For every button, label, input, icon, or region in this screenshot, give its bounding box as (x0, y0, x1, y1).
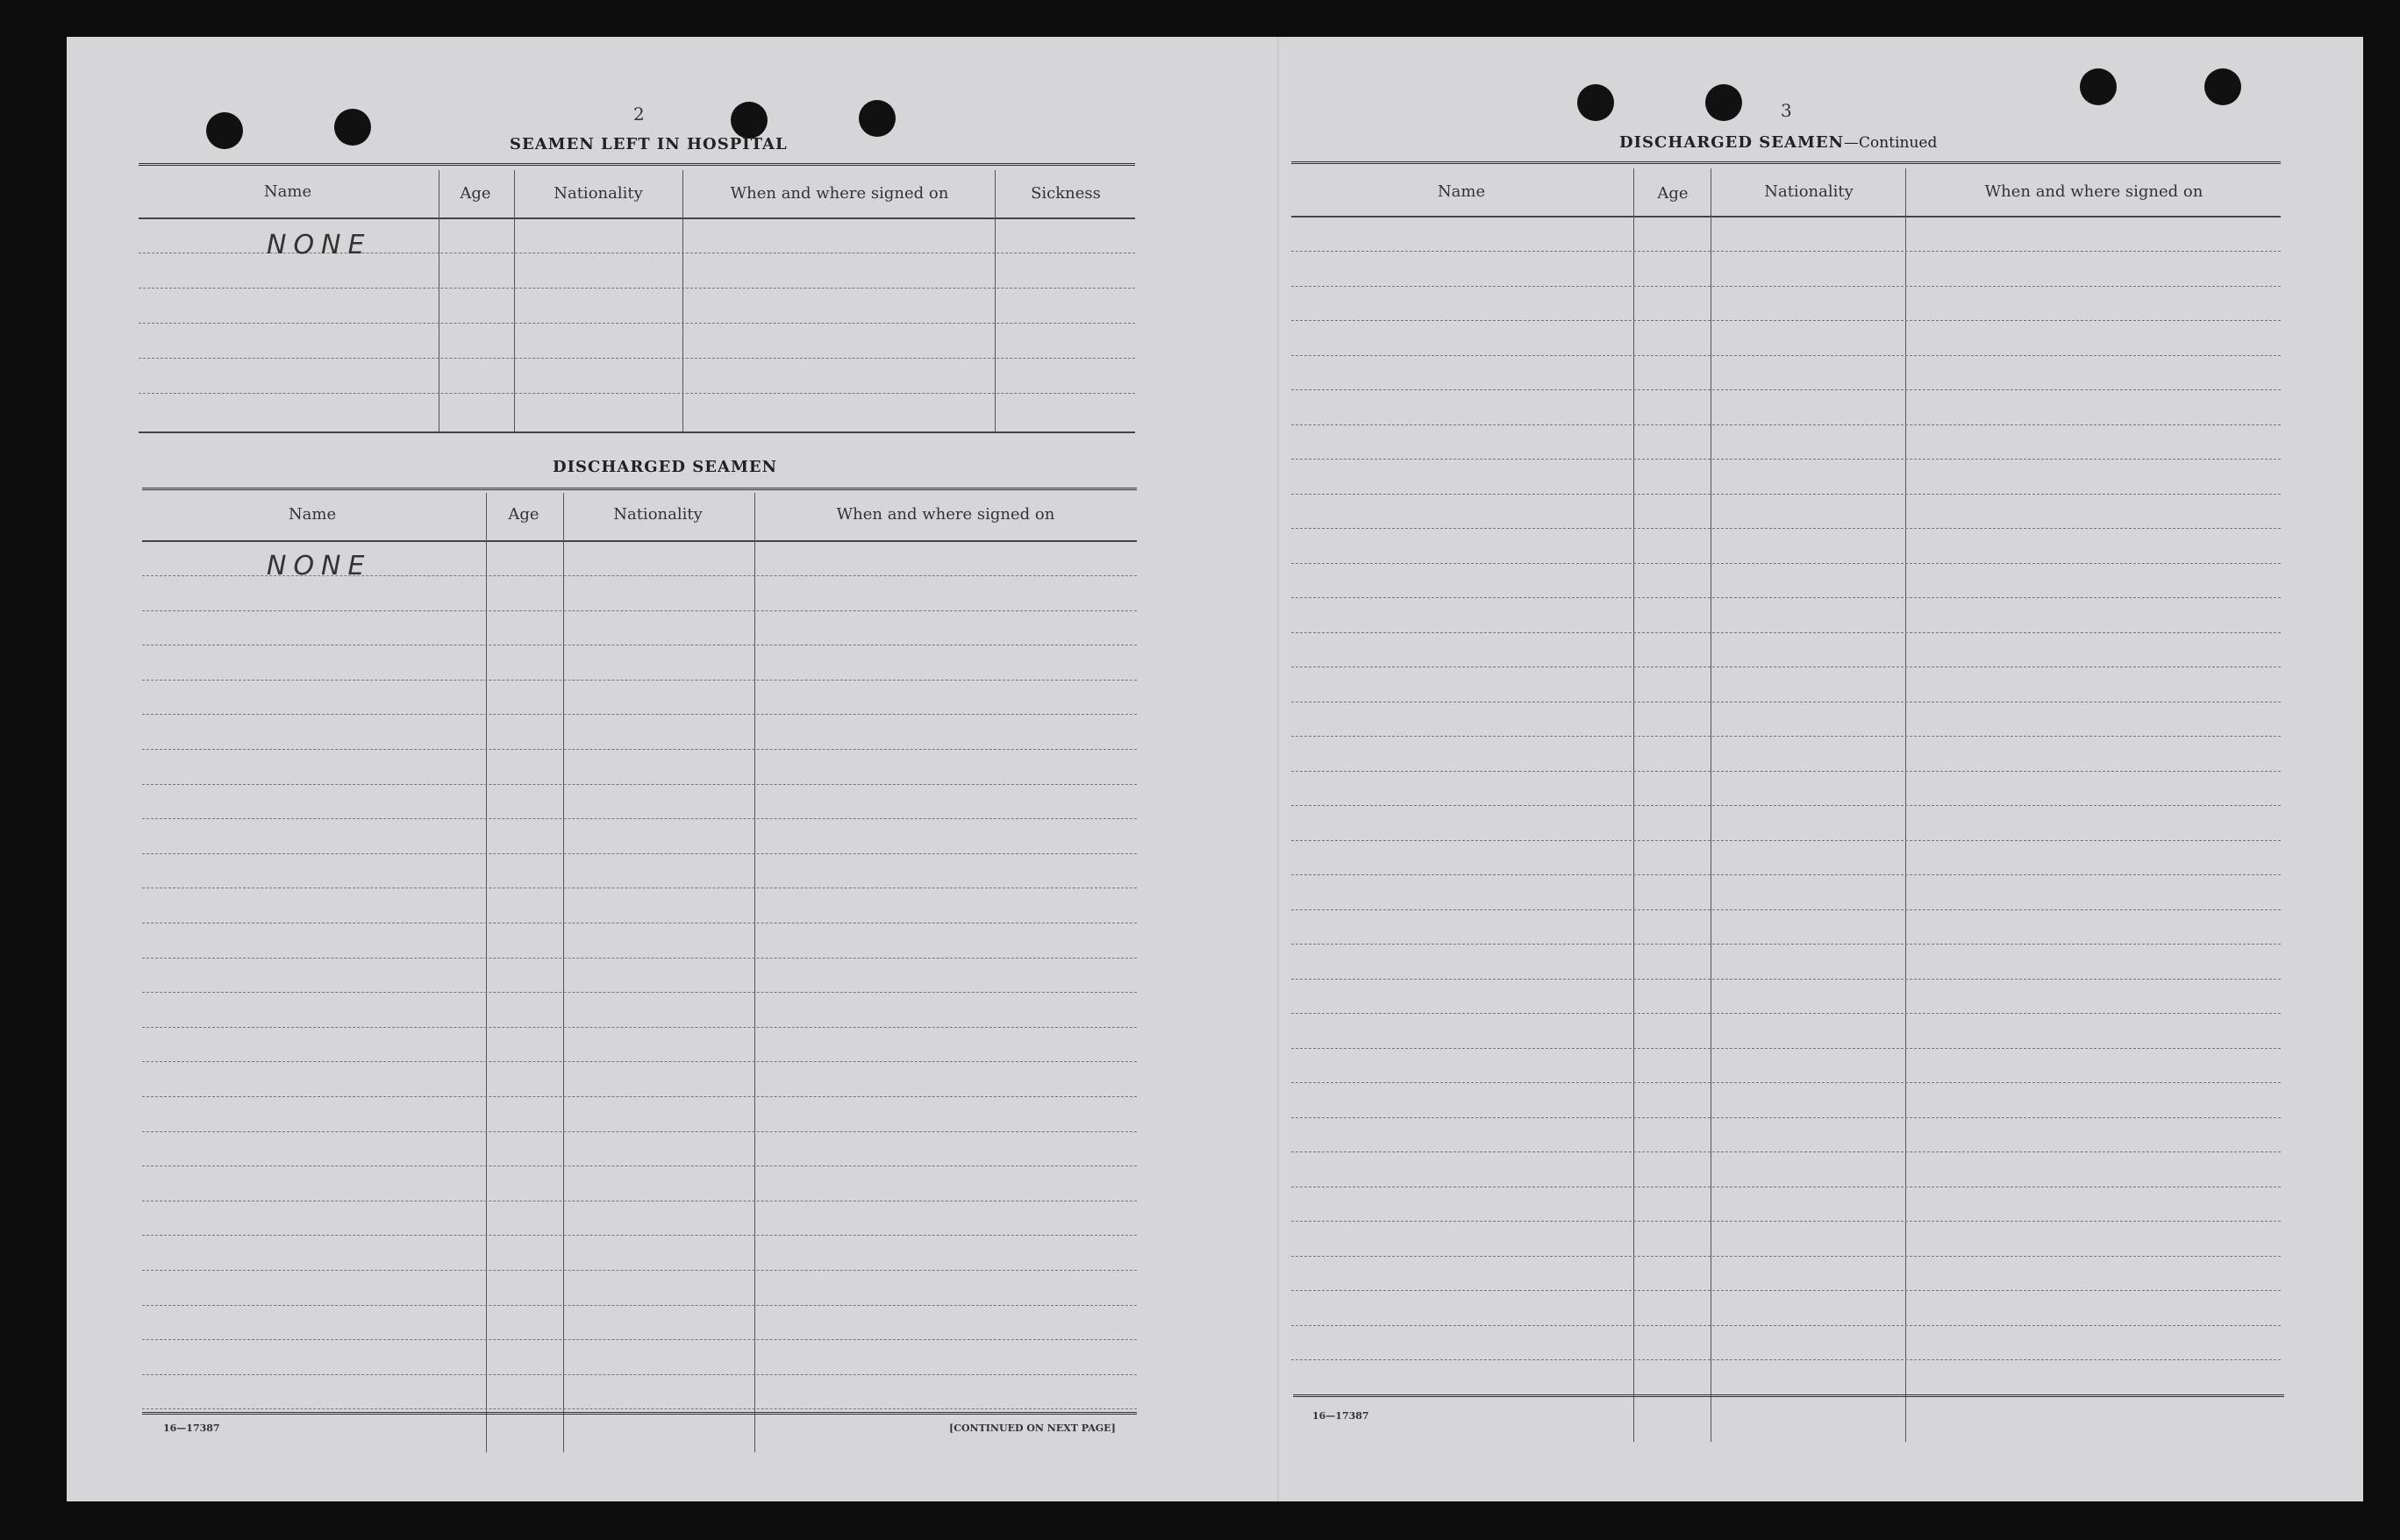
ruled-line (142, 680, 1137, 681)
ruled-line (1291, 1221, 2281, 1222)
ruled-line (142, 749, 1137, 750)
ruled-line (1291, 1325, 2281, 1326)
ruled-line (142, 1131, 1137, 1132)
discharged-section-title: DISCHARGED SEAMEN (553, 458, 778, 476)
ruled-line (1291, 944, 2281, 945)
ruled-line (1291, 979, 2281, 980)
column-divider (486, 493, 487, 1452)
column-divider (754, 493, 755, 1452)
page-number-left: 2 (633, 103, 645, 125)
punch-hole (1577, 84, 1614, 121)
col-header-name: Name (1437, 182, 1486, 201)
title-main: DISCHARGED SEAMEN (1619, 133, 1845, 152)
ruled-line (1291, 528, 2281, 529)
section-rule (1291, 161, 2281, 164)
ruled-line (1291, 736, 2281, 737)
ruled-line (142, 1374, 1137, 1375)
punch-hole (2080, 68, 2117, 105)
col-header-signed-on: When and where signed on (730, 184, 949, 203)
ruled-line (1291, 563, 2281, 564)
ruled-line (1291, 1013, 2281, 1014)
col-header-name: Name (288, 505, 337, 524)
continued-note: [CONTINUED ON NEXT PAGE] (949, 1422, 1116, 1434)
header-underline (142, 540, 1137, 542)
ruled-line (142, 853, 1137, 854)
punch-hole (206, 112, 243, 149)
ruled-line (142, 610, 1137, 611)
table-bottom-rule (139, 431, 1135, 433)
col-header-signed-on: When and where signed on (836, 505, 1055, 524)
punch-hole (2204, 68, 2241, 105)
column-divider (563, 493, 564, 1452)
ruled-line (1291, 355, 2281, 356)
ruled-line (1291, 1048, 2281, 1049)
ruled-line (142, 818, 1137, 819)
ruled-line (139, 323, 1135, 324)
ruled-line (1291, 632, 2281, 633)
ruled-line (142, 992, 1137, 993)
section-rule (139, 163, 1135, 166)
col-header-age: Age (460, 184, 491, 203)
ruled-line (1291, 840, 2281, 841)
page-number-right: 3 (1781, 100, 1792, 121)
ruled-line (142, 784, 1137, 785)
ruled-line (1291, 874, 2281, 875)
ruled-line (1291, 1290, 2281, 1291)
page-fold (1277, 37, 1279, 1501)
ruled-line (142, 1061, 1137, 1062)
col-header-nationality: Nationality (613, 505, 703, 524)
ruled-line (142, 958, 1137, 959)
ruled-line (1291, 320, 2281, 321)
form-number-left: 16—17387 (163, 1422, 220, 1434)
ruled-line (142, 1305, 1137, 1306)
ruled-line (1291, 1359, 2281, 1360)
ruled-line (1291, 389, 2281, 390)
document-sheet (67, 37, 2363, 1501)
ruled-line (1291, 805, 2281, 806)
ruled-line (142, 1339, 1137, 1340)
ruled-line (1291, 1151, 2281, 1152)
col-header-age: Age (1657, 184, 1689, 203)
ruled-line (1291, 251, 2281, 252)
ruled-line (1291, 909, 2281, 910)
header-underline (1291, 216, 2281, 217)
ruled-line (142, 714, 1137, 715)
ruled-line (1291, 424, 2281, 425)
table-bottom-rule (142, 1412, 1137, 1415)
ruled-line (139, 358, 1135, 359)
punch-hole (731, 102, 768, 139)
ruled-line (1291, 771, 2281, 772)
punch-hole (1705, 84, 1742, 121)
ruled-line (1291, 1256, 2281, 1257)
col-header-nationality: Nationality (554, 184, 643, 203)
table-bottom-rule (1293, 1394, 2284, 1397)
ruled-line (139, 288, 1135, 289)
ruled-line (1291, 597, 2281, 598)
col-header-signed-on: When and where signed on (1984, 182, 2204, 201)
ruled-line (142, 1408, 1137, 1409)
punch-hole (334, 109, 371, 146)
col-header-age: Age (508, 505, 539, 524)
ruled-line (139, 393, 1135, 394)
ruled-line (142, 1270, 1137, 1271)
section-rule (142, 488, 1137, 490)
punch-hole (859, 100, 896, 137)
discharged-continued-title (1619, 133, 1937, 152)
ruled-line (1291, 1082, 2281, 1083)
ruled-line (1291, 286, 2281, 287)
col-header-sickness: Sickness (1031, 184, 1101, 203)
col-header-name: Name (263, 182, 312, 201)
ruled-line (1291, 494, 2281, 495)
header-underline (139, 217, 1135, 219)
ruled-line (142, 1235, 1137, 1236)
handwritten-none-hospital: NONE (267, 230, 372, 260)
ruled-line (142, 1096, 1137, 1097)
title-continued: —Continued (1844, 134, 1938, 152)
ruled-line (1291, 459, 2281, 460)
col-header-nationality: Nationality (1764, 182, 1854, 201)
hospital-section-title: SEAMEN LEFT IN HOSPITAL (510, 135, 788, 153)
form-number-right: 16—17387 (1312, 1410, 1369, 1422)
handwritten-none-discharged: NONE (267, 551, 372, 581)
ruled-line (142, 1027, 1137, 1028)
ruled-line (1291, 1117, 2281, 1118)
